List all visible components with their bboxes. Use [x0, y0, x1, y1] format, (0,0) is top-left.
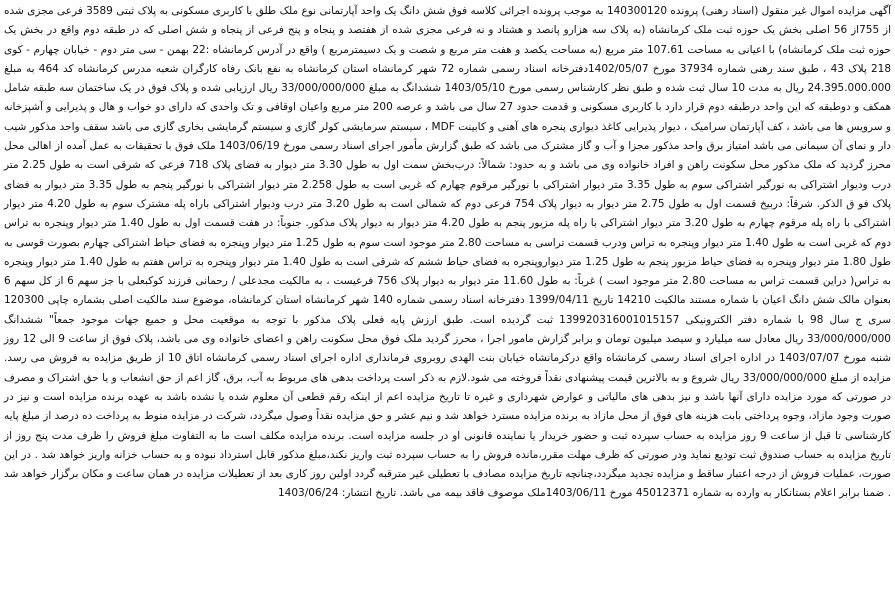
publication-date: 1403/06/24	[278, 487, 339, 500]
auction-notice-text	[4, 2, 891, 504]
notice-body: آگهی مزایده اموال غیر منقول (اسناد رهنی) پرونده 140300120 به موجب پرونده اجرائی کلاسه فوق شش دانگ یک واحد آپارتمانی نوع ملک طلق با کاربری مسکونی به پلاک ثبتی 3589 فرعی مجزی شده از 755از 56 اصلی بخش یک حوزه ثبت ملک کرمانشاه (به پلاک سه هزارو پانصد و هشتاد و نه فرعی مجزی شده از هفتصد و پنجاه و پنج فرعی از پنجاه و شش اصلی که در طبقه دوم واقع در بخش یک حوزه ثبت ملک کرمانشاه) با اعیانی به مساحت 107.61 متر مربع (به مساحت یکصد و هفت متر مربع و شصت و یک دسیمترمربع ) واقع در آدرس کرمانشاه :22 بهمن - سی متر دوم - خیابان چهارم - کوی 218 پلاک 43 ، طبق سند رهنی شماره 37934 مورخ 1402/05/07دفترخانه اسناد رسمی شماره 72 شهر کرمانشاه استان کرمانشاه به نفع بانک رفاه کارگران شعبه مدرس کرمانشاه کد 464 به مبلغ 24.395.000.000 ریال به مدت 10 سال ثبت شده و طبق نظر کارشناس رسمی مورخ 1403/05/10 ششدانگ به مبلغ 33/000/000/000 ریال ارزیابی شده و پلاک فوق در یک ساختمان سه طبقه شامل همکف و دوطبقه که این واحد درطبقه دوم قرار دارد با کاربری مسکونی و قدمت حدود 27 سال می باشد و عرصه 200 متر مربع واعیان اوقافی و تک واحدی که دارای دو خواب و هال و پذیرایی و آشپزخانه و سرویس ها می باشد ، کف آپارتمان سرامیک ، دیوار پذیرایی کاغذ دیواری پنجره های آهنی و کابینت MDF ، سیستم سرمایشی کولر گازی و سیستم گرمایشی بخاری گازی می باشد سقف واحد مذکور شیب دار و نمای آن سیمانی می باشد امتیاز برق واحد مذکور مجزا و آب و گاز مشترک می باشد که طبق گزارش مأمور اجرای اسناد رسمی مورخ 1403/06/19 ملک فوق با تحقیقات به عمل آمده از اهالی محل محرز گردید که ملک مذکور محل سکونت راهن و افراد خانواده وی می باشد و به حدود: شمالاً: درب‌بخش سمت اول به طول 3.30 متر دیوار به فضای پلاک 718 فرعی که شرقی است به طول 2.25 متر درب ودیوار اشتراکی به نورگیر اشتراکی سوم به طول 3.35 متر دیوار اشتراکی با نورگیر مرقوم چهارم که غربی است به طول 2.258 متر دیوار اشتراکی با نورگیر پنجم به طول 3.35 متر دیوار به فضای پلاک فو ق الذکر. شرقاً: دربیخ قسمت اول به طول 2.75 متر دیوار به دیوار پلاک 754 فرعی دوم که شمالی است به طول 3.20 متر درب ودیوار اشتراکی باراه پله مشترک سوم به طول 4.20 متر دیوار اشتراکی با راه پله مرقوم چهارم به طول 3.20 متر دیوار اشتراکی با راه پله مزبور پنجم به طول 4.20 متر دیوار به دیوار پلاک مذکور. جنوباً: در هفت قسمت اول به طول 1.40 متر دیوار وپنجره به تراس دوم که غربی است به طول 1.40 متر دیوار وپنجره به تراس ودرب قسمت تراسی به مساحت 2.80 متر موجود است سوم به طول 1.25 متر دیوار وپنجره به فضای حیاط اشتراکی چهارم بصورت قوسی به طول 1.80 متر دیوار وپنجره به فضای حیاط مزبور پنجم به طول 1.25 متر دیواروپنجره به فضای حیاط ششم که شرقی است به طول 1.40 متر دیوار وپنجره به تراس هفتم به طول 1.40 متر دیوار وپنجره به تراس( دراین قسمت تراس به مساحت 2.80 متر موجود است ) غرباً: به طول 11.60 متر دیوار به دیوار پلاک 756 فرعیست ، به مالکیت مجدعلی / رحمانی فرزند کوکبعلی با جز سهم 6 از کل سهم 6 بعنوان مالک شش دانگ اعیان با شماره مستند مالکیت 14210 تاریخ 1399/04/11 دفترخانه اسناد رسمی شماره 140 شهر کرمانشاه استان کرمانشاه، موضوع سند مالکیت اصلی بشماره چاپی 120300 سری ج سال 98 با شماره دفتر الکترونیکی 139920316001015157 ثبت گردیده است. طبق ارزش پایه فعلی پلاک مذکور با توجه به موقعیت محل و جمیع جهات موجود جمعاً" ششدانگ 33/000/000/000 ریال معادل سه میلیارد و سیصد میلیون تومان و برابر گزارش مامور اجرا ، محرز گردید ملک فوق محل سکونت راهن و اعضای خانواده وی می باشد، پلاک فوق از ساعت 9 الی 12 روز شنبه مورخ 1403/07/07 در اداره اجرای اسناد رسمی کرمانشاه واقع درکرمانشاه خیابان بنت الهدی روبروی فرمانداری اداره اجرای اسناد رسمی کرمانشاه اتاق 10 از طریق مزایده به فروش می رسد. مزایده از مبلغ 33/000/000/000 ریال شروع و به بالاترین قیمت پیشنهادی نقداً فروخته می شود.لازم به ذکر است پرداخت بدهی های مربوط به آب، برق، گاز اعم از حق انشعاب و یا حق اشتراک و مصرف در صورتی که مورد مزایده دارای آنها باشد و نیز بدهی های مالیاتی و عوارض شهرداری و غیره تا تاریخ مزایده اعم از اینکه رقم قطعی آن معلوم شده یا نشده باشد به عهده برنده مزایده است و نیز در صورت وجود مازاد، وجوه پرداختی بابت هزینه های فوق از محل مازاد به برنده مزایده مسترد خواهد شد و نیم عشر و حق مزایده نقداً وصول میگردد، شرکت در مزایده منوط به پرداخت ده درصد از مبلغ پایه کارشناسی تا قبل از ساعت 9 روز مزایده به حساب سپرده ثبت و حضور خریدار یا نماینده قانونی او در جلسه مزایده است. برنده مزایده مکلف است ما به التفاوت مبلغ فروش را ظرف مدت پنج روز از تاریخ مزایده به حساب صندوق ثبت تودیع نماید ودر صورتی که ظرف مهلت مقرر،مانده فروش را به حساب سپرده ثبت واریز نکند،مبلغ مذکور قابل استرداد نبوده و به حساب خزانه واریز خواهد شد . در این صورت، عملیات فروش از درجه اعتبار ساقط و مزایده تجدید میگردد،چنانچه تاریخ مزایده مصادف با تعطیلی غیر مترقبه گردد اولین روز کاری بعد از تعطیلات مزایده در همان ساعت و مکان برگزار خواهد شد . ضمنا برابر اعلام بستانکار به وارده به شماره 45012371 مورخ 1403/06/11ملک موصوف فاقد بیمه می باشد. تاریخ انتشار:	[4, 5, 892, 500]
